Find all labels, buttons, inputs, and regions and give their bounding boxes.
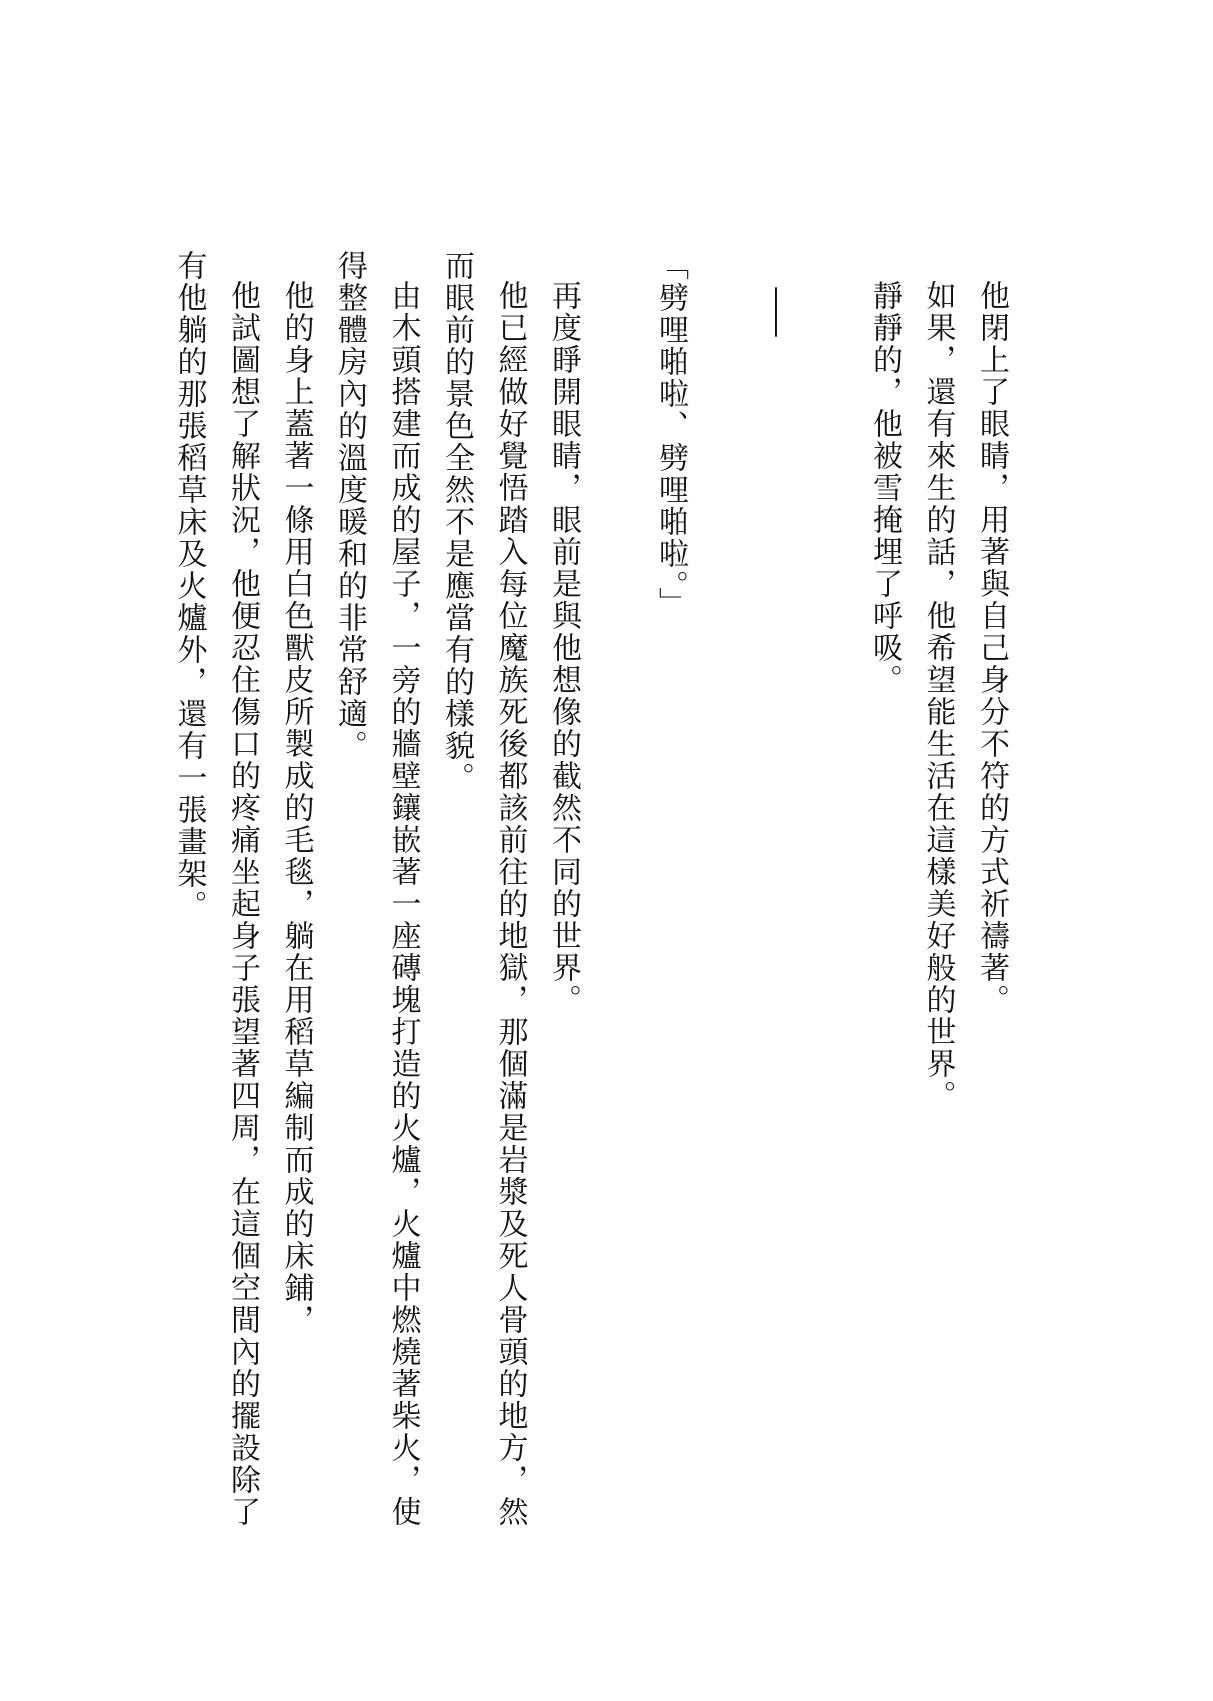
quote-crackling: 「劈哩啪啦、劈哩啪啦。」 (653, 250, 688, 619)
paragraph-next-life: 如果，還有來生的話，他希望能生活在這樣美好般的世界。 (920, 280, 956, 1112)
paragraph-house: 由木頭搭建而成的屋子，一旁的牆壁鑲嵌著一座磚塊打造的火爐，火爐中燃燒著柴火，使得整體房內的溫度暖和的非常舒適。 (332, 250, 421, 1528)
blank-line (590, 250, 644, 1540)
paragraph-prayer: 他閉上了眼睛，用著與自己身分不符的方式祈禱著。 (974, 280, 1009, 1016)
paragraph-look-around: 他試圖想了解狀況，他便忍住傷口的疼痛坐起身子張望著四周，在這個空間內的擺設除了有他躺的那張稻草床及火爐外，還有一張畫架。 (171, 250, 260, 1528)
paragraph-buried: 靜靜的，他被雪掩埋了呼吸。 (867, 280, 902, 696)
blank-line (804, 250, 858, 1540)
scene-break-dash: —— (760, 286, 795, 330)
paragraph-open-eyes: 再度睜開眼睛，眼前是與他想像的截然不同的世界。 (546, 280, 581, 1016)
paragraph-hell: 他已經做好覺悟踏入每位魔族死後都該前往的地獄，那個滿是岩漿及死人骨頭的地方，然而眼前的景色全然不是應當有的樣貌。 (439, 250, 528, 1528)
blank-line (697, 250, 751, 1540)
paragraph-blanket: 他的身上蓋著一條用白色獸皮所製成的毛毯，躺在用稻草編制而成的床鋪， (278, 280, 314, 1336)
vertical-text-body (162, 250, 1018, 1540)
